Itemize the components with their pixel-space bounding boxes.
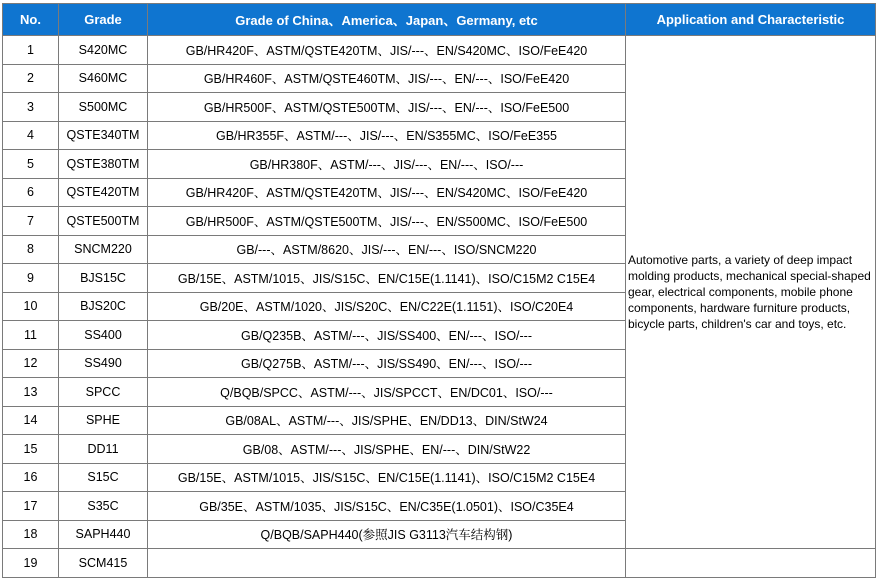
cell-no: 19	[3, 549, 59, 578]
cell-equivalent: GB/15E、ASTM/1015、JIS/S15C、EN/C15E(1.1141)、ISO/C15M2 C15E4	[148, 463, 626, 492]
cell-equivalent: GB/HR420F、ASTM/QSTE420TM、JIS/---、EN/S420MC、ISO/FeE420	[148, 36, 626, 65]
cell-equivalent: GB/Q275B、ASTM/---、JIS/SS490、EN/---、ISO/---	[148, 349, 626, 378]
cell-grade: S15C	[59, 463, 148, 492]
cell-grade: QSTE420TM	[59, 178, 148, 207]
cell-application-empty	[626, 549, 876, 578]
cell-no: 17	[3, 492, 59, 521]
cell-no: 10	[3, 292, 59, 321]
header-no: No.	[3, 4, 59, 36]
cell-no: 2	[3, 64, 59, 93]
cell-no: 12	[3, 349, 59, 378]
cell-no: 11	[3, 321, 59, 350]
cell-grade: SPHE	[59, 406, 148, 435]
header-grade: Grade	[59, 4, 148, 36]
cell-application: Automotive parts, a variety of deep impact molding products, mechanical special-shaped gear, electrical components, mobile phone components, hardware furniture products, bicycle parts, children's car and toys, etc.	[626, 36, 876, 549]
cell-grade: S460MC	[59, 64, 148, 93]
cell-grade: SS490	[59, 349, 148, 378]
cell-no: 1	[3, 36, 59, 65]
cell-grade: S500MC	[59, 93, 148, 122]
cell-equivalent: GB/15E、ASTM/1015、JIS/S15C、EN/C15E(1.1141)、ISO/C15M2 C15E4	[148, 264, 626, 293]
cell-equivalent: GB/20E、ASTM/1020、JIS/S20C、EN/C22E(1.1151)、ISO/C20E4	[148, 292, 626, 321]
cell-equivalent: GB/---、ASTM/8620、JIS/---、EN/---、ISO/SNCM220	[148, 235, 626, 264]
cell-grade: SAPH440	[59, 520, 148, 549]
cell-no: 5	[3, 150, 59, 179]
cell-no: 13	[3, 378, 59, 407]
cell-no: 6	[3, 178, 59, 207]
cell-no: 14	[3, 406, 59, 435]
cell-grade: QSTE340TM	[59, 121, 148, 150]
cell-no: 3	[3, 93, 59, 122]
cell-grade: SNCM220	[59, 235, 148, 264]
cell-equivalent: Q/BQB/SPCC、ASTM/---、JIS/SPCCT、EN/DC01、ISO/---	[148, 378, 626, 407]
cell-no: 4	[3, 121, 59, 150]
header-equivalent-grades: Grade of China、America、Japan、Germany, etc	[148, 4, 626, 36]
table-row	[3, 36, 876, 65]
cell-no: 15	[3, 435, 59, 464]
cell-equivalent: GB/35E、ASTM/1035、JIS/S15C、EN/C35E(1.0501)、ISO/C35E4	[148, 492, 626, 521]
cell-grade: BJS20C	[59, 292, 148, 321]
cell-grade: SPCC	[59, 378, 148, 407]
cell-grade: QSTE380TM	[59, 150, 148, 179]
cell-no: 18	[3, 520, 59, 549]
cell-grade: S35C	[59, 492, 148, 521]
cell-no: 8	[3, 235, 59, 264]
cell-equivalent: GB/HR500F、ASTM/QSTE500TM、JIS/---、EN/---、ISO/FeE500	[148, 93, 626, 122]
cell-grade: BJS15C	[59, 264, 148, 293]
cell-equivalent: GB/08AL、ASTM/---、JIS/SPHE、EN/DD13、DIN/StW24	[148, 406, 626, 435]
cell-equivalent: GB/08、ASTM/---、JIS/SPHE、EN/---、DIN/StW22	[148, 435, 626, 464]
table-body	[3, 36, 876, 578]
cell-equivalent: GB/HR460F、ASTM/QSTE460TM、JIS/---、EN/---、ISO/FeE420	[148, 64, 626, 93]
cell-grade: SS400	[59, 321, 148, 350]
header-application: Application and Characteristic	[626, 4, 876, 36]
cell-equivalent: GB/Q235B、ASTM/---、JIS/SS400、EN/---、ISO/---	[148, 321, 626, 350]
cell-equivalent: GB/HR355F、ASTM/---、JIS/---、EN/S355MC、ISO/FeE355	[148, 121, 626, 150]
cell-grade: S420MC	[59, 36, 148, 65]
grade-comparison-table	[2, 3, 876, 578]
table-header-row	[3, 4, 876, 36]
table-row	[3, 549, 876, 578]
cell-equivalent: Q/BQB/SAPH440(参照JIS G3113汽车结构钢)	[148, 520, 626, 549]
cell-no: 16	[3, 463, 59, 492]
cell-equivalent: GB/HR420F、ASTM/QSTE420TM、JIS/---、EN/S420MC、ISO/FeE420	[148, 178, 626, 207]
cell-grade: QSTE500TM	[59, 207, 148, 236]
cell-grade: DD11	[59, 435, 148, 464]
cell-equivalent	[148, 549, 626, 578]
cell-no: 7	[3, 207, 59, 236]
cell-equivalent: GB/HR500F、ASTM/QSTE500TM、JIS/---、EN/S500MC、ISO/FeE500	[148, 207, 626, 236]
cell-grade: SCM415	[59, 549, 148, 578]
cell-equivalent: GB/HR380F、ASTM/---、JIS/---、EN/---、ISO/---	[148, 150, 626, 179]
cell-no: 9	[3, 264, 59, 293]
